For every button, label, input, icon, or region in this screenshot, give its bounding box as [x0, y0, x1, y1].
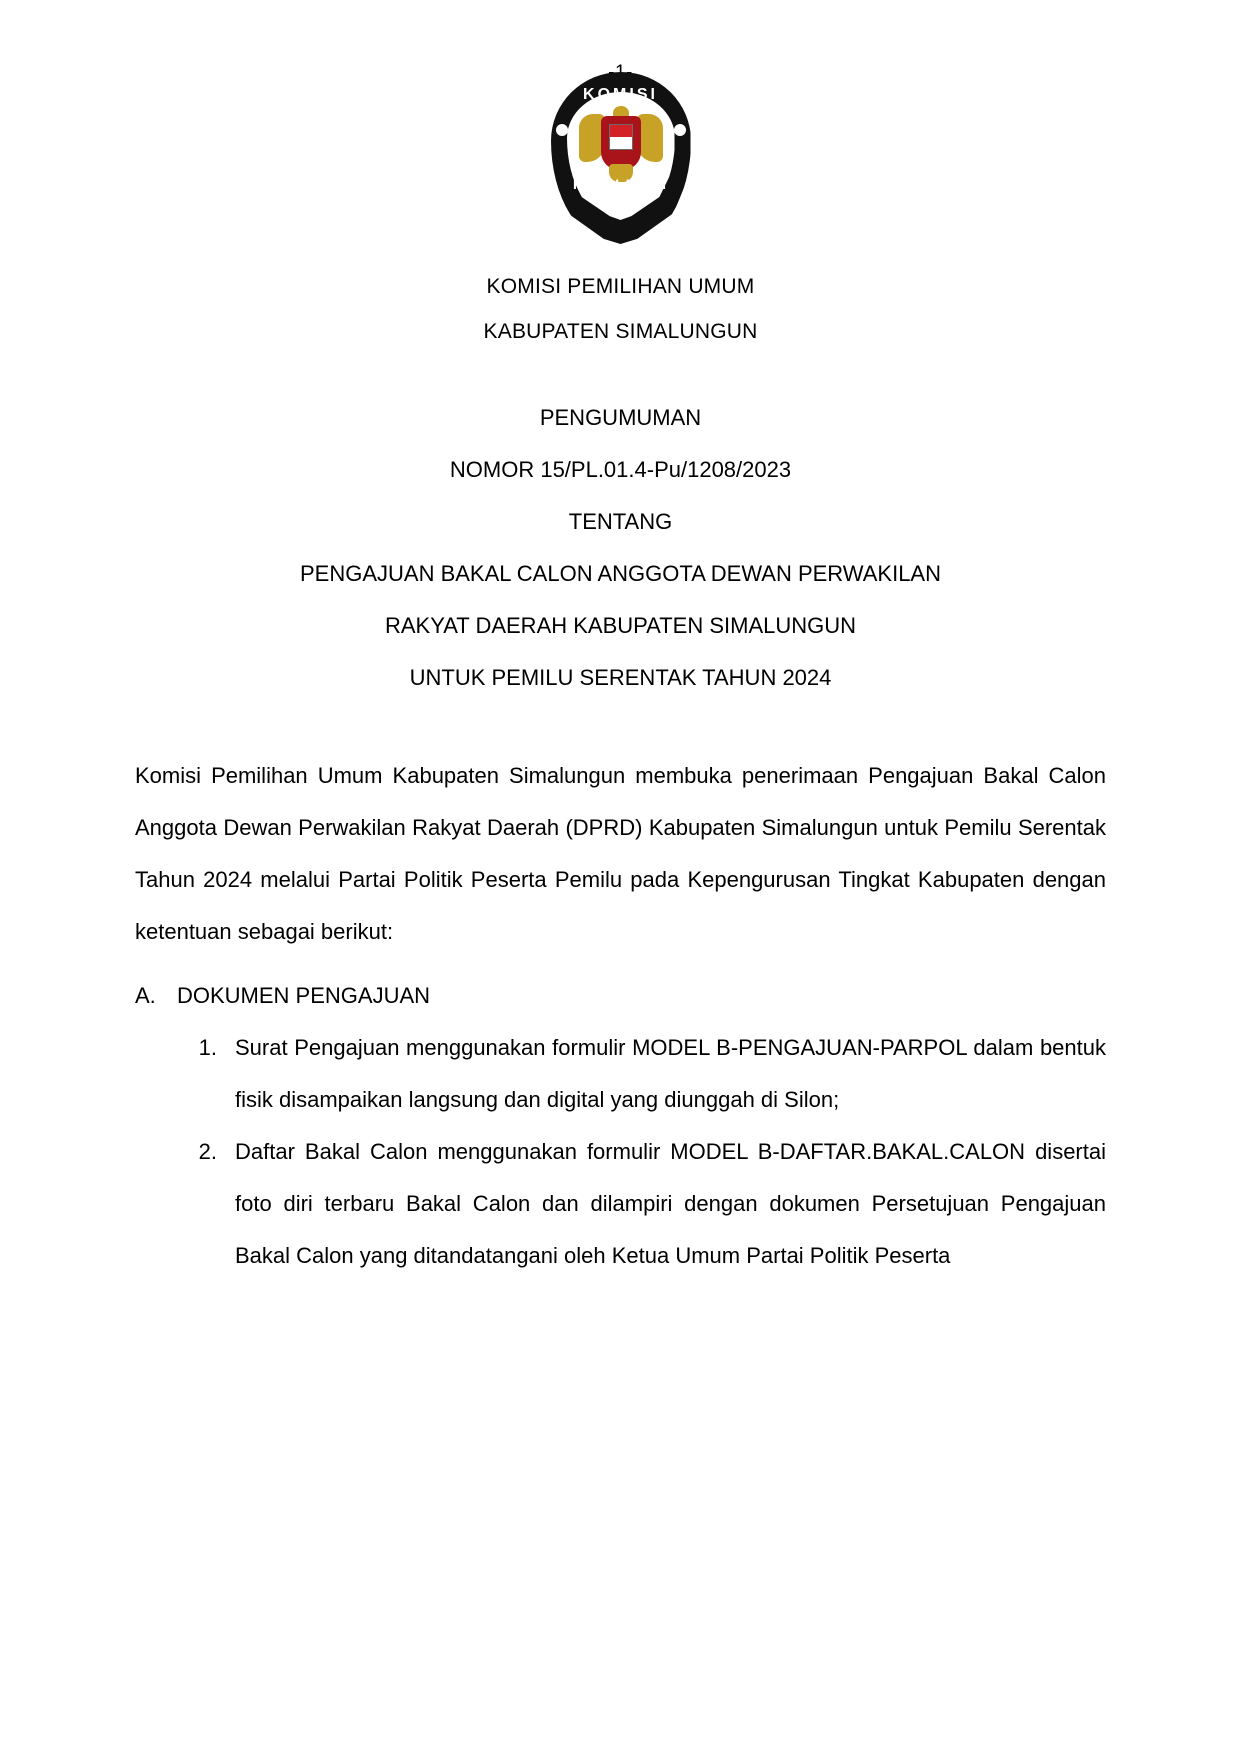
emblem-top-text: KOMISI [583, 86, 658, 103]
kpu-logo-container [135, 0, 1106, 244]
intro-text: Komisi Pemilihan Umum Kabupaten Simalungun membuka penerimaan Pengajuan Bakal Calon Anggota Dewan Perwakilan Rakyat Daerah (DPRD) Kabupaten Simalungun untuk Pemilu Serentak Tahun 2024 melalui Partai Politik Peserta Pemilu pada Kepengurusan Tingkat Kabupaten dengan ketentuan sebagai berikut: [135, 763, 1106, 944]
list-item-number: 1. [198, 1035, 217, 1060]
section-a-heading [135, 970, 1106, 1022]
title-line-5: RAKYAT DAERAH KABUPATEN SIMALUNGUN [384, 613, 857, 638]
title-line-2: NOMOR 15/PL.01.4-Pu/1208/2023 [449, 457, 792, 482]
emblem-left-dot [556, 124, 568, 136]
title-line-1: PENGUMUMAN [539, 405, 702, 430]
list-item-text: Surat Pengajuan menggunakan formulir MODEL B-PENGAJUAN-PARPOL dalam bentuk fisik disampaikan langsung dan digital yang diunggah di Silon; [235, 1035, 1106, 1112]
institution-heading [135, 264, 1106, 354]
title-line-4: PENGAJUAN BAKAL CALON ANGGOTA DEWAN PERWAKILAN [299, 561, 941, 586]
title-line-6: UNTUK PEMILU SERENTAK TAHUN 2024 [409, 665, 832, 690]
list-item-number: 2. [198, 1139, 217, 1164]
institution-line-1: KOMISI PEMILIHAN UMUM [486, 275, 755, 298]
list-item [193, 1022, 1106, 1126]
emblem-bottom-text [551, 176, 691, 240]
emblem-bottom-label: PEMILIHAN UMUM [573, 176, 668, 208]
list-item [193, 1126, 1106, 1282]
section-a-title: DOKUMEN PENGAJUAN [177, 983, 431, 1008]
section-a [135, 970, 1106, 1282]
garuda-icon [579, 106, 663, 184]
emblem-right-dot [674, 124, 686, 136]
list-item-text: Daftar Bakal Calon menggunakan formulir MODEL B-DAFTAR.BAKAL.CALON disertai foto diri terbaru Bakal Calon dan dilampiri dengan dokumen Persetujuan Pengajuan Bakal Calon yang ditandatangani oleh Ketua Umum Partai Politik Peserta [235, 1139, 1106, 1268]
section-a-marker: A. [135, 983, 156, 1008]
title-line-3: TENTANG [568, 509, 673, 534]
section-a-list [135, 1022, 1106, 1282]
institution-line-2: KABUPATEN SIMALUNGUN [483, 320, 758, 343]
garuda-shield-flag [609, 124, 633, 150]
intro-paragraph [135, 750, 1106, 958]
kpu-emblem-icon [551, 72, 691, 244]
announcement-title [135, 392, 1106, 704]
